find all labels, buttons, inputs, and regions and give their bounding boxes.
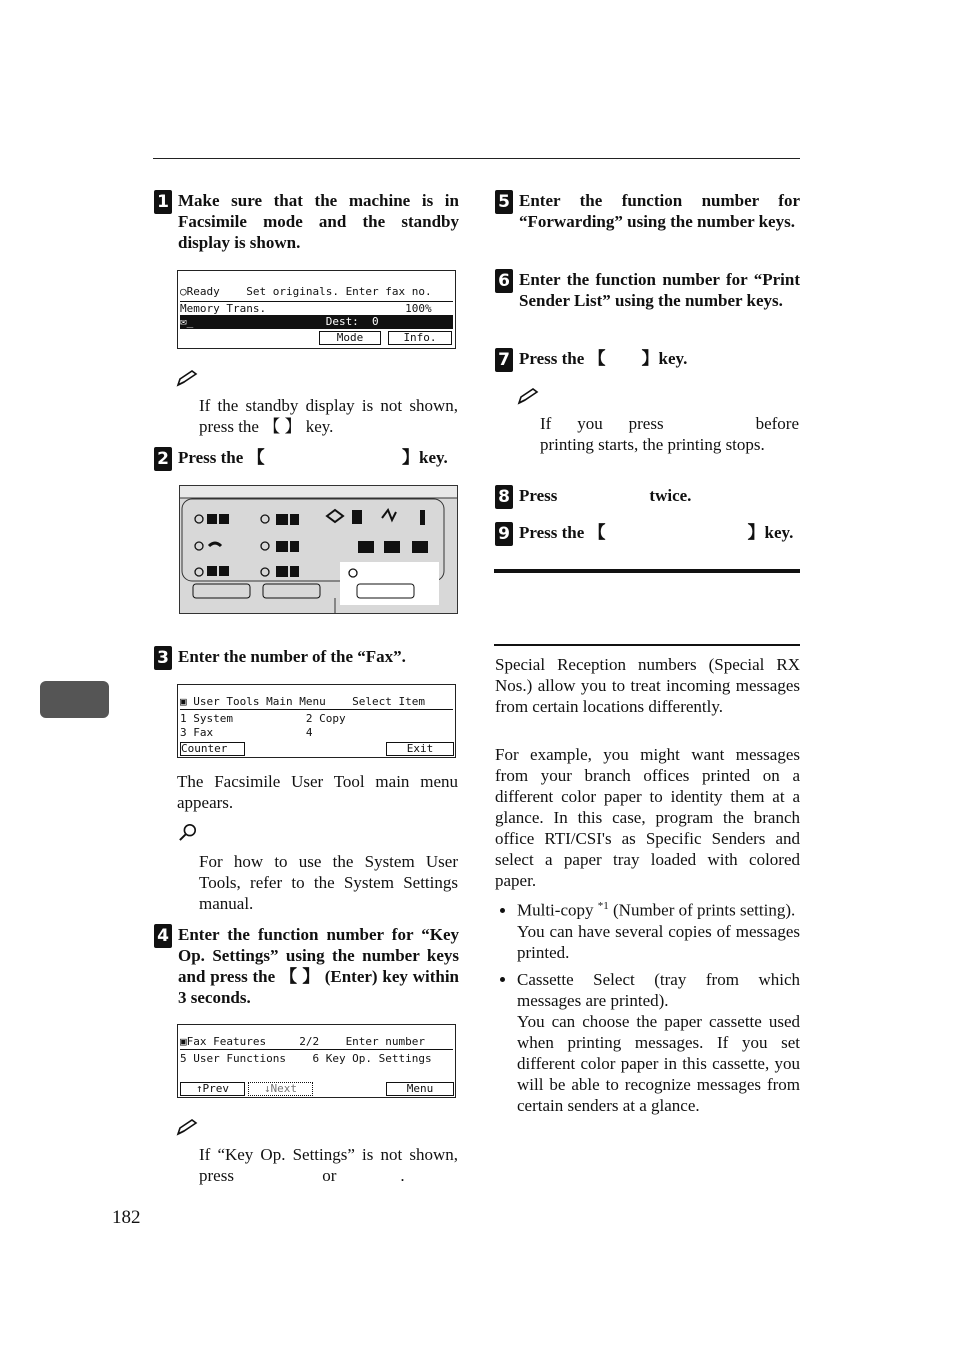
item-description: You can have several copies of messages printed. (517, 921, 800, 962)
options-list (495, 896, 800, 1122)
step-text: Enter the function number for “Forwarding” using the number keys. (519, 191, 800, 231)
control-panel-illustration (179, 485, 458, 614)
key-name: 【 】 (263, 417, 302, 436)
note-text (199, 1144, 458, 1186)
step-number: 5 (495, 190, 513, 214)
step-text: Enter the function number for “Key Op. Settings” using the number keys and press the 【 】 (Enter) key within 3 seconds. (178, 925, 459, 1007)
note-text-part: If the standby display is not shown, press the (199, 396, 458, 436)
step-text (519, 348, 687, 369)
lcd-row: 3 Fax 4 (180, 726, 313, 739)
footnote-marker: *1 (597, 900, 609, 912)
step-9 (495, 522, 800, 546)
step-4 (154, 924, 459, 1008)
step-text-part: 】key. (641, 349, 688, 368)
lcd-row: Memory Trans. 100% (180, 301, 453, 316)
list-item (517, 896, 800, 963)
step-1 (154, 190, 459, 253)
special-rx-paragraph: Special Reception numbers (Special RX Nos.) allow you to treat incoming messages from certain locations differently. (495, 655, 800, 716)
chapter-tab (40, 681, 109, 718)
item-title: Cassette Select (tray from which messages are printed). (517, 969, 800, 1010)
mode-softkey[interactable]: Mode (319, 331, 381, 345)
step-text-part: Press the 【 (519, 349, 606, 368)
lcd-row: ▣ User Tools Main Menu Select Item (180, 695, 453, 710)
step-5 (495, 190, 800, 232)
item-title-rest: (Number of prints setting). (613, 900, 796, 920)
step-3 (154, 646, 459, 670)
note-text (199, 395, 458, 437)
standby-display (177, 270, 456, 349)
step-text (519, 522, 793, 543)
note-pencil-icon (517, 387, 539, 405)
note-text (540, 413, 799, 455)
prev-softkey[interactable]: ↑Prev (180, 1082, 245, 1096)
step-text (519, 485, 691, 506)
lcd-row: ○Ready Set originals. Enter fax no. (180, 285, 432, 298)
step-7 (495, 348, 800, 372)
step-6 (495, 269, 800, 311)
reference-text: For how to use the System User Tools, refer to the System Settings manual. (199, 852, 458, 913)
step-number: 4 (154, 924, 172, 948)
lcd-row: ▣Fax Features 2/2 Enter number (180, 1035, 453, 1050)
note-text-part: . (400, 1166, 405, 1185)
section-rule (494, 569, 800, 573)
step-text: Enter the function number for “Print Sender List” using the number keys. (519, 270, 800, 310)
info-softkey[interactable]: Info. (388, 331, 452, 345)
note-text-part: before printing starts, the printing stops. (540, 414, 799, 454)
step-text: Make sure that the machine is in Facsimile mode and the standby display is shown. (178, 191, 459, 252)
counter-softkey[interactable]: Counter (180, 742, 245, 756)
page-number: 182 (112, 1207, 141, 1228)
step-text-part: Press (519, 486, 558, 505)
bracket: 】key. (402, 448, 448, 467)
step-number: 8 (495, 485, 513, 509)
step-text-part: twice. (649, 486, 692, 505)
lcd-row: 5 User Functions 6 Key Op. Settings (180, 1052, 432, 1065)
step-number: 1 (154, 190, 172, 214)
note-text-part: If “Key Op. Settings” is not shown, press (199, 1145, 458, 1185)
note-pencil-icon (176, 1118, 198, 1136)
next-softkey[interactable]: ↓Next (248, 1082, 313, 1096)
user-tools-display (177, 684, 456, 758)
note-text-part: or (322, 1166, 337, 1185)
step-number: 9 (495, 522, 513, 546)
item-description: You can choose the paper cassette used when printing messages. If you set different color paper in this cassette, you will be able to recognize messages from certain senders at a glance. (517, 1011, 800, 1115)
step-8 (495, 485, 800, 509)
note-text-part: key. (301, 417, 334, 436)
step-text-part: Press the (178, 448, 248, 467)
step-number: 7 (495, 348, 513, 372)
step-text-part: Press the 【 (519, 523, 606, 542)
step-number: 2 (154, 447, 172, 471)
note-pencil-icon (176, 369, 198, 387)
menu-softkey[interactable]: Menu (386, 1082, 454, 1096)
lcd-row: ✉_ Dest: 0 (180, 315, 453, 329)
step-text: Enter the number of the “Fax”. (178, 647, 406, 666)
step-number: 6 (495, 269, 513, 293)
control-panel-drawing (180, 486, 457, 613)
reference-magnifier-icon (177, 823, 199, 841)
exit-softkey[interactable]: Exit (386, 742, 454, 756)
bracket: 【 (247, 448, 265, 467)
example-paragraph: For example, you might want messages from your branch offices printed on a different color paper to identity them at a glance. In this case, program the branch office RTI/CSI's as Specific Senders and select a paper tray loaded with colored paper. (495, 745, 800, 890)
menu-appears-text: The Facsimile User Tool main menu appears. (177, 772, 458, 812)
step-text-part: 】key. (747, 523, 794, 542)
step-text (178, 447, 458, 468)
step-2 (154, 447, 459, 471)
step-number: 3 (154, 646, 172, 670)
note-text-part: If you press (540, 414, 664, 433)
item-title: Multi-copy (517, 900, 594, 920)
subsection-rule (494, 644, 800, 646)
fax-features-display (177, 1024, 456, 1098)
lcd-row: 1 System 2 Copy (180, 712, 346, 725)
header-rule (153, 158, 800, 159)
list-item (517, 969, 800, 1116)
